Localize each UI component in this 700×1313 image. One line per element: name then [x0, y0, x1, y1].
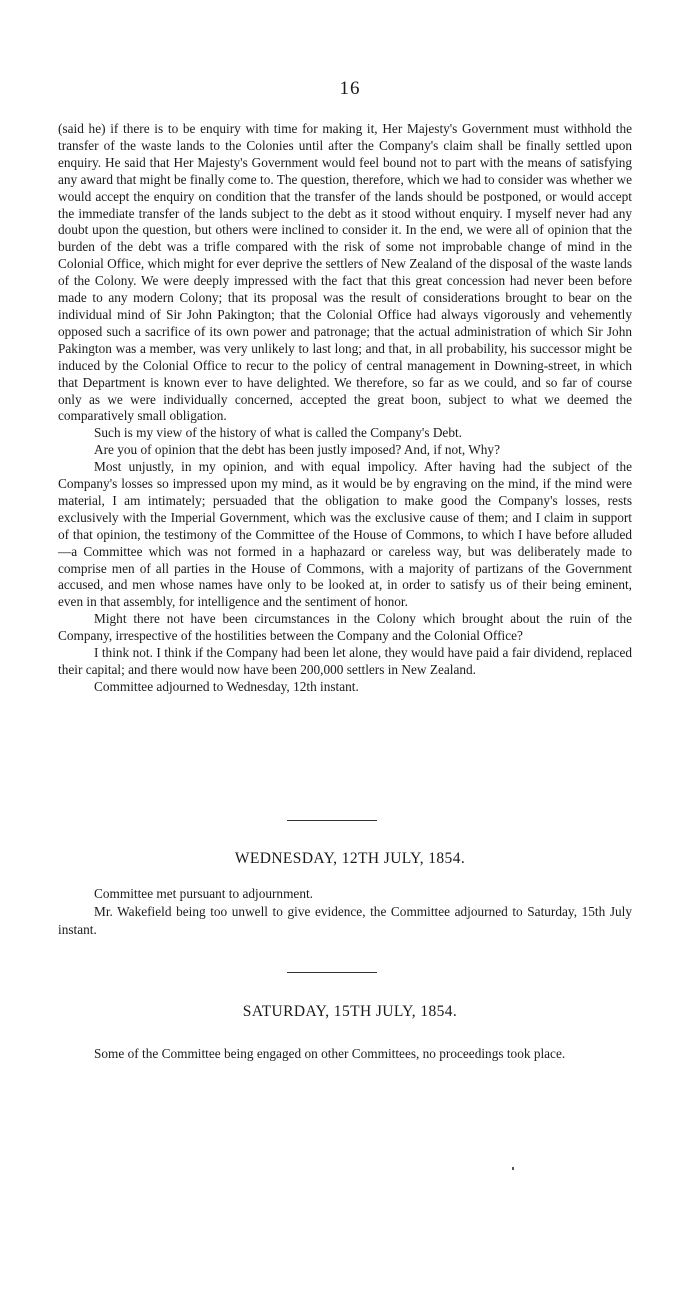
evidence-text — [58, 121, 632, 696]
page-number: 16 — [339, 78, 361, 99]
section-heading-saturday: SATURDAY, 15TH JULY, 1854. — [242, 1003, 458, 1020]
paragraph: Such is my view of the history of what is called the Company's Debt. — [94, 425, 463, 441]
section-saturday — [58, 1045, 632, 1063]
paragraph: (said he) if there is to be enquiry with time for making it, Her Majesty's Government must withhold the transfer of the waste lands to the Colonies until after the Company's claim shall be finally settled upon enquiry. He said that Her Majesty's Government would feel bound not to part with the means of satisfying any award that might be finally come to. The question, therefore, which we had to consider was whether we would accept the enquiry on condition that the transfer of the lands should be postponed, or would accept the immediate transfer of the lands subject to the debt as it stood without enquiry. I myself never had any doubt upon the question, but others were inclined to consider it. In the end, we were all of opinion that the burden of the debt was a trifle compared with the risk of some not improbable change of mind in the Colonial Office, which might for ever deprive the settlers of New Zealand of the disposal of the waste lands of the Colony. We were deeply impressed with the fact that this great concession had never been before made to any modern Colony; that its proposal was the result of considerations brought to bear on the individual mind of Sir John Pakington; that the Colonial Office had always vigorously and vehemently opposed such a sacrifice of its own power and patronage; that the actual administration of which Sir John Pakington was a member, was very unlikely to last long; and that, in all probability, his successor might be induced by the Colonial Office to recur to the policy of central management in Downing-street, in which that Department is known ever to have delighted. We therefore, so far as we could, and so far of course only as we were individually concerned, accepted the great boon, subject to what we deemed the comparatively small obligation. — [58, 121, 632, 424]
paragraph: Committee met pursuant to adjournment. — [94, 886, 313, 901]
section-divider — [287, 820, 377, 821]
question-paragraph: Might there not have been circumstances in the Colony which brought about the ruin of the Company, irrespective of the hostilities between the Company and the Colonial Office? — [58, 611, 632, 644]
question-paragraph: Are you of opinion that the debt has been justly imposed? And, if not, Why? — [94, 442, 500, 458]
paragraph: Mr. Wakefield being too unwell to give evidence, the Committee adjourned to Saturday, 15th July instant. — [58, 904, 632, 937]
paragraph: Some of the Committee being engaged on other Committees, no proceedings took place. — [94, 1046, 566, 1061]
section-heading-wednesday: WEDNESDAY, 12TH JULY, 1854. — [234, 850, 466, 867]
section-divider — [287, 972, 377, 973]
answer-paragraph: I think not. I think if the Company had been let alone, they would have paid a fair dividend, replaced their capital; and there would now have been 200,000 settlers in New Zealand. — [58, 645, 632, 677]
section-wednesday — [58, 885, 632, 939]
adjournment-note: Committee adjourned to Wednesday, 12th instant. — [94, 678, 359, 694]
answer-paragraph: Most unjustly, in my opinion, and with equal impolicy. After having had the subject of the Company's losses so impressed upon my mind, as it would be by engraving on the mind, if the mind were material, I am intimately; persuaded that the obligation to make good the Company's losses, rests exclusively with the Imperial Government, which was the exclusive cause of them; and I claim in support of that opinion, the testimony of the Committee of the House of Commons, to which I have before alluded—a Committee which was not formed in a haphazard or careless way, but was deliberately made to comprise men of all parties in the House of Commons, with a majority of partizans of the Government accused, and men whose names have only to be looked at, in order to satisfy us of their being eminent, even in that assembly, for intelligence and the sentiment of honor. — [58, 459, 632, 610]
ink-speck — [512, 1167, 514, 1170]
